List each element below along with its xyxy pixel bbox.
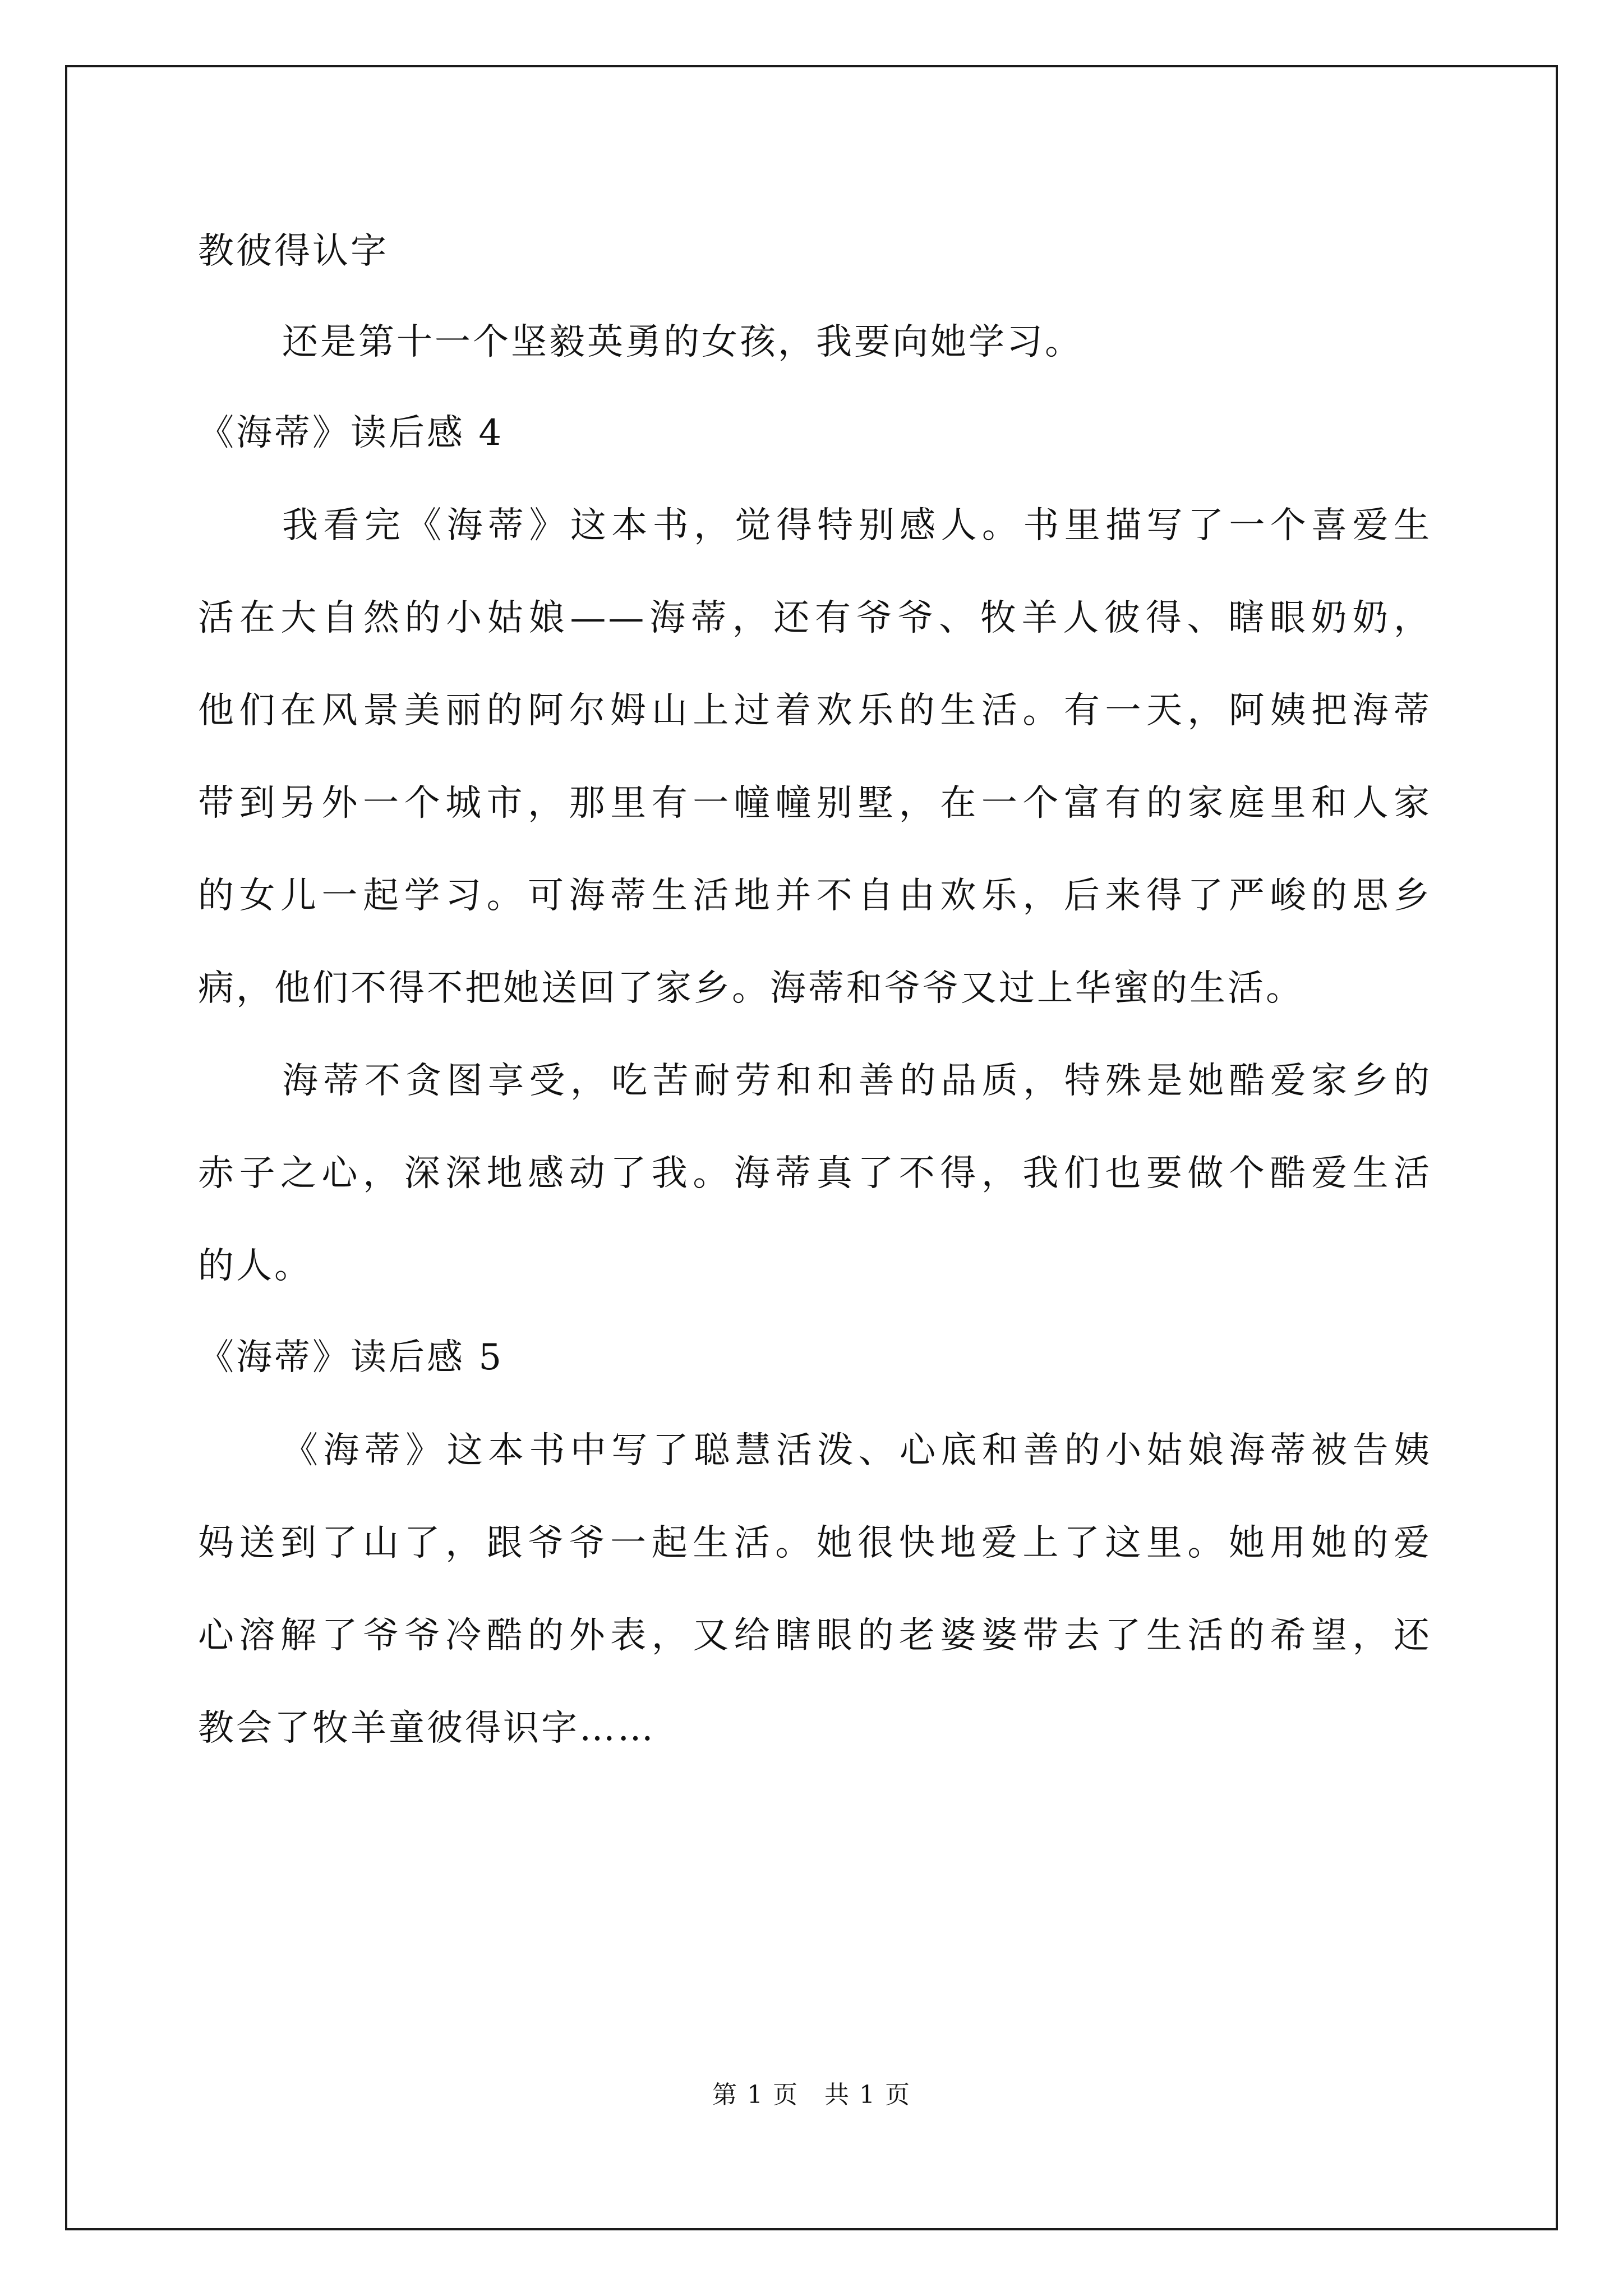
paragraph-line: 心溶解了爷爷冷酷的外表，又给瞎眼的老婆婆带去了生活的希望，还: [198, 1615, 1432, 1657]
text-line-closing: 还是第十一个坚毅英勇的女孩，我要向她学习。: [282, 321, 1083, 363]
paragraph-line: 教会了牧羊童彼得识字……: [198, 1708, 656, 1749]
page-border: [65, 65, 1558, 2230]
paragraph-line: 《海蒂》这本书中写了聪慧活泼、心底和善的小姑娘海蒂被告姨: [282, 1430, 1432, 1471]
paragraph-line: 赤子之心，深深地感动了我。海蒂真了不得，我们也要做个酷爱生活: [198, 1153, 1432, 1194]
paragraph-line: 的女儿一起学习。可海蒂生活地并不自由欢乐，后来得了严峻的思乡: [198, 875, 1432, 917]
paragraph-line: 带到另外一个城市，那里有一幢幢别墅，在一个富有的家庭里和人家: [198, 783, 1432, 824]
paragraph-line: 他们在风景美丽的阿尔姆山上过着欢乐的生活。有一天，阿姨把海蒂: [198, 690, 1432, 731]
paragraph-line: 活在大自然的小姑娘——海蒂，还有爷爷、牧羊人彼得、瞎眼奶奶，: [198, 597, 1432, 639]
page-number-footer: 第 1 页 共 1 页: [712, 2081, 911, 2109]
paragraph-line: 妈送到了山了，跟爷爷一起生活。她很快地爱上了这里。她用她的爱: [198, 1522, 1432, 1564]
paragraph-line: 海蒂不贪图享受，吃苦耐劳和和善的品质，特殊是她酷爱家乡的: [282, 1060, 1432, 1102]
paragraph-line: 的人。: [198, 1245, 312, 1287]
section-heading-4: 《海蒂》读后感 4: [198, 412, 504, 454]
paragraph-line: 我看完《海蒂》这本书，觉得特别感人。书里描写了一个喜爱生: [282, 505, 1432, 546]
paragraph-line: 病，他们不得不把她送回了家乡。海蒂和爷爷又过上华蜜的生活。: [198, 968, 1304, 1009]
section-heading-5: 《海蒂》读后感 5: [198, 1337, 504, 1378]
text-line-continuation: 教彼得认字: [198, 231, 389, 272]
